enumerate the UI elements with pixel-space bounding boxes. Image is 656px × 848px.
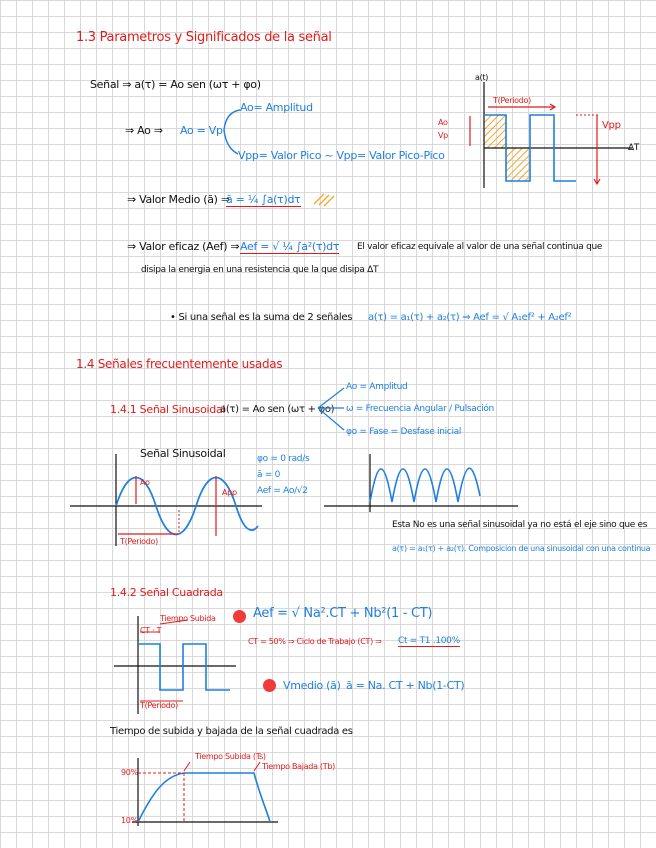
rise-top-label: 90% xyxy=(121,768,138,777)
duty-cycle-line: CT = 50% ⇒ Ciclo de Trabajo (CT) ⇒ xyxy=(248,637,382,646)
chart-vp-label: Vp xyxy=(438,131,448,140)
hatch-negative xyxy=(506,148,530,181)
hatch-positive xyxy=(484,115,506,148)
rise-fall-line xyxy=(138,773,270,822)
subsection-1-4-1-title: 1.4.1 Señal Sinusoidal xyxy=(110,403,226,416)
sine-app-label: App xyxy=(222,488,237,497)
sinusoid-formula: a(τ) = Ao sen (ωτ + φo) xyxy=(220,404,335,415)
ao-branch-brace xyxy=(222,108,242,158)
branch-phase: φo = Fase = Desfase inicial xyxy=(346,427,462,437)
rise-time-label: Tiempo Subida (Ts) xyxy=(195,752,266,761)
eficaz-description-1: El valor eficaz equivale al valor de una señal continua que xyxy=(357,242,603,252)
vmedio-label: Vmedio (ā) xyxy=(283,679,341,692)
fall-time-label: Tiempo Bajada (Tb) xyxy=(262,762,335,771)
sinusoid-branch-lines xyxy=(318,384,346,436)
duty-cycle-formula: Ct = T1 .100% xyxy=(398,636,460,646)
square-ct-label: CT · T xyxy=(140,626,162,635)
sine-chart-title: Señal Sinusoidal xyxy=(140,447,226,460)
amplitude-note: Ao= Amplitud xyxy=(240,101,313,114)
branch-amplitude: Ao = Amplitud xyxy=(346,382,408,392)
eficaz-description-2: disipa la energia en una resistencia que la que disipa ΔT xyxy=(141,265,379,275)
chart-y-label: a(t) xyxy=(475,73,489,82)
sum-signals-label: • Si una señal es la suma de 2 señales xyxy=(170,312,353,323)
subsection-1-4-2-title: 1.4.2 Señal Cuadrada xyxy=(110,586,223,599)
chart-dt-label: ΔT xyxy=(628,143,640,153)
ao-prefix: ⇒ Ao ⇒ xyxy=(125,124,163,137)
square-rms-formula: Aef = √ Na².CT + Nb²(1 - CT) xyxy=(253,606,433,621)
sine-note-mean: ā = 0 xyxy=(257,470,281,480)
bullet-dot-icon xyxy=(263,679,276,692)
section-1-3-title: 1.3 Parametros y Significados de la señal xyxy=(76,30,332,45)
rise-fall-chart xyxy=(118,756,280,828)
hatch-mark-icon xyxy=(312,190,336,208)
valor-eficaz-formula: Aef = √ ¼ ∫a²(τ)dτ xyxy=(240,240,340,253)
section-1-4-title: 1.4 Señales frecuentemente usadas xyxy=(76,357,283,371)
square-signal-line xyxy=(138,644,230,690)
signal-definition: Señal ⇒ a(τ) = Ao sen (ωτ + φo) xyxy=(90,78,261,91)
sum-signals-formula: a(τ) = a₁(τ) + a₂(τ) ⇒ Aef = √ A₁ef² + A₂ef² xyxy=(368,312,572,323)
chart-period-label: T(Periodo) xyxy=(493,96,531,105)
square-rise-label: Tiempo Subida xyxy=(160,614,216,623)
chart-vpp-label: Vpp xyxy=(602,120,621,131)
offset-sine-chart xyxy=(322,452,520,514)
sine-period-label: T(Periodo) xyxy=(120,537,158,546)
vmedio-formula: ā = Na. CT + Nb(1-CT) xyxy=(346,679,465,692)
square-period-label: T(Periodo) xyxy=(140,701,178,710)
valor-eficaz-label: ⇒ Valor eficaz (Aef) ⇒ xyxy=(127,240,240,253)
rise-fall-title: Tiempo de subida y bajada de la señal cuadrada es xyxy=(110,726,353,737)
sine-note-rms: Aef = Ao/√2 xyxy=(257,486,308,496)
valor-medio-formula: ā = ¼ ∫a(τ)dτ xyxy=(226,193,301,206)
sine-note-phase: φo = 0 rad/s xyxy=(257,454,310,464)
offset-note-1: Esta No es una señal sinusoidal ya no está el eje sino que es xyxy=(392,520,648,530)
sine-ao-label: Ao xyxy=(140,478,150,487)
bullet-dot-icon xyxy=(233,610,246,623)
valor-medio-label: ⇒ Valor Medio (ā) ⇒ xyxy=(127,193,230,206)
ao-equals-vp: Ao = Vp xyxy=(180,124,223,137)
square-wave-chart xyxy=(430,70,645,200)
offset-sine-line xyxy=(370,468,480,502)
chart-ao-label: Ao xyxy=(438,118,448,127)
sine-chart xyxy=(66,450,266,550)
rise-bottom-label: 10% xyxy=(121,816,138,825)
offset-note-2: a(τ) = a₁(τ) + a₂(τ). Composicion de una sinusoidal con una continua xyxy=(392,544,651,553)
vpp-note: Vpp= Valor Pico ~ Vpp= Valor Pico-Pico xyxy=(238,149,445,162)
branch-omega: ω = Frecuencia Angular / Pulsación xyxy=(346,404,494,414)
